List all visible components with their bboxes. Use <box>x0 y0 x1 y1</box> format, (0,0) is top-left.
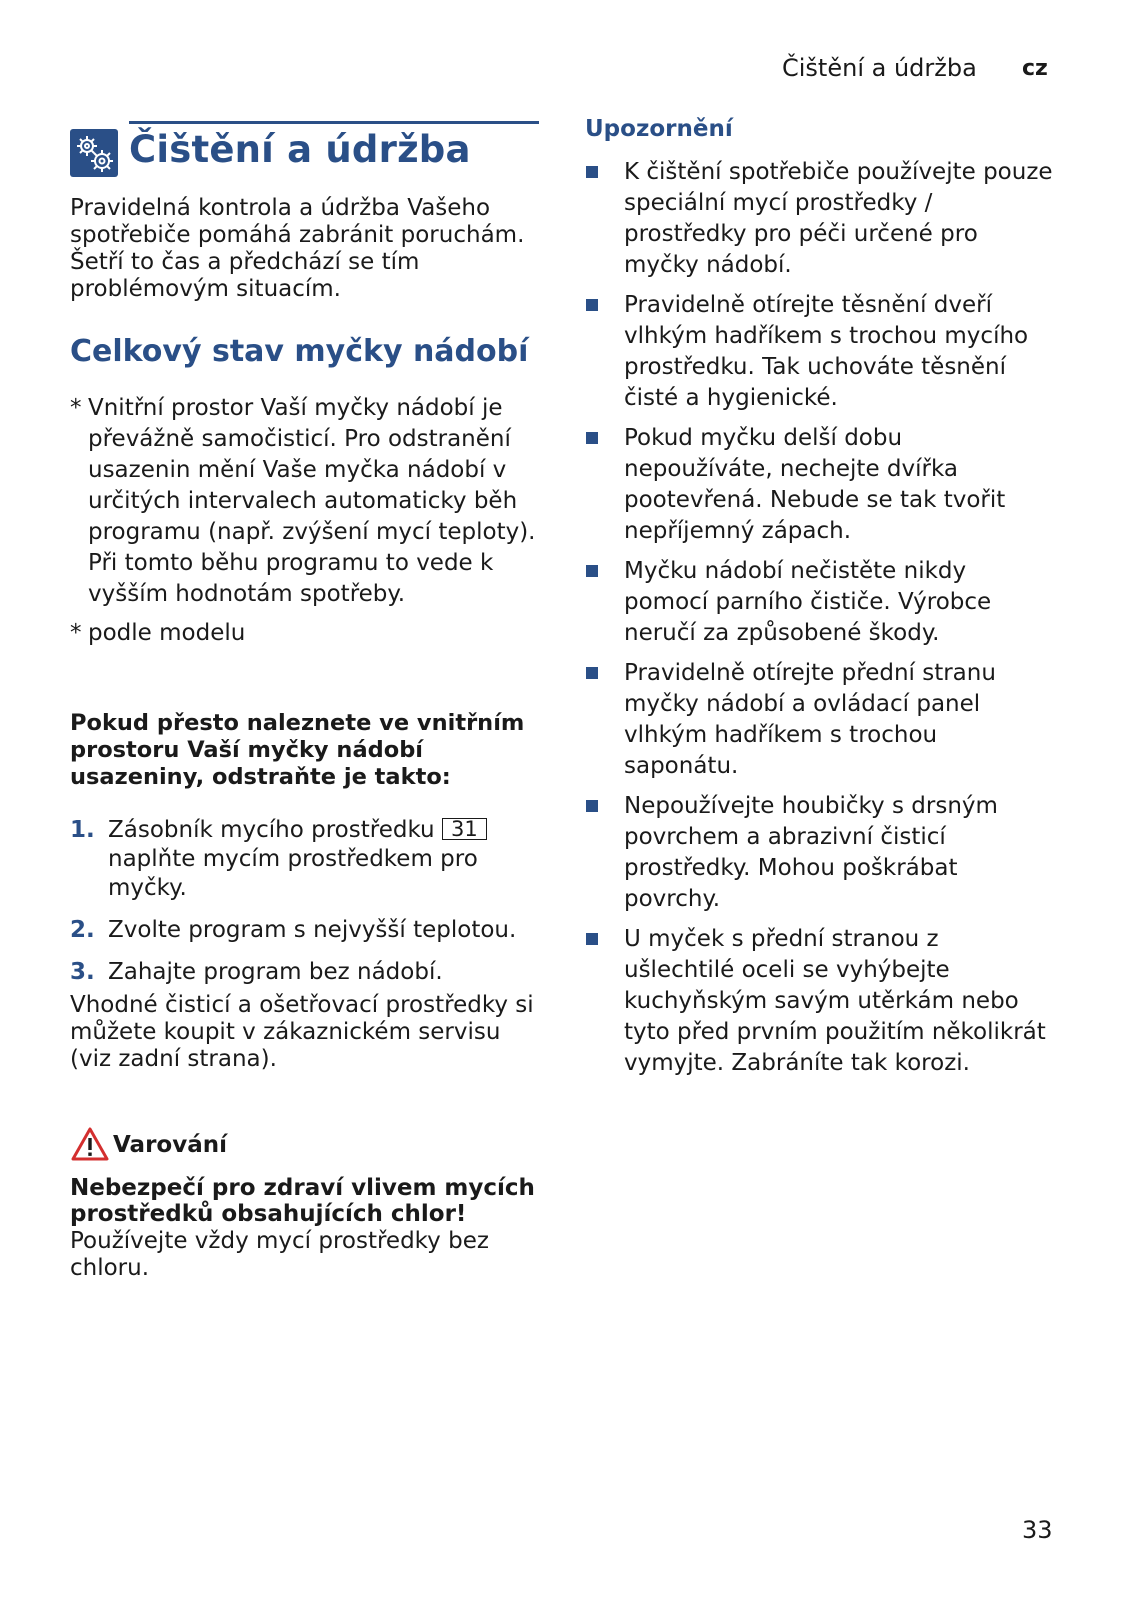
square-bullet-icon <box>586 565 598 577</box>
procedure-intro: Pokud přesto naleznete ve vnitřním prostoru Vaší myčky nádobí usazeniny, odstraňte je takto: <box>70 710 525 790</box>
notice-item-text: Pravidelně otírejte přední stranu myčky nádobí a ovládací panel vlhkým hadříkem s trochou saponátu. <box>624 660 996 779</box>
square-bullet-icon <box>586 299 598 311</box>
notice-item-text: Myčku nádobí nečistěte nikdy pomocí parního čističe. Výrobce neručí za způsobené škody. <box>624 558 992 646</box>
notice-item <box>585 423 1055 547</box>
notice-item <box>585 658 1055 782</box>
title-rule <box>129 121 539 124</box>
list-item <box>70 618 550 649</box>
notice-item <box>585 290 1055 414</box>
notice-heading: Upozornění <box>585 116 733 142</box>
notice-item <box>585 924 1055 1079</box>
steps-list <box>70 816 550 1000</box>
outro-paragraph: Vhodné čisticí a ošetřovací prostředky si můžete koupit v zákaznickém servisu (viz zadní strana). <box>70 992 534 1072</box>
square-bullet-icon <box>586 667 598 679</box>
notice-item <box>585 791 1055 915</box>
notice-list <box>585 157 1055 1088</box>
square-bullet-icon <box>586 933 598 945</box>
list-item-text: podle modelu <box>88 620 246 646</box>
step-item <box>70 916 550 945</box>
notice-item-text: Pravidelně otírejte těsnění dveří vlhkým hadříkem s trochou mycího prostředku. Tak uchováte těsnění čisté a hygienické. <box>624 292 1029 411</box>
step-text: Zvolte program s nejvyšší teplotou. <box>108 917 517 943</box>
asterisk-marker: * <box>70 620 82 646</box>
page-number: 33 <box>1022 1516 1053 1544</box>
warning-text: Používejte vždy mycí prostředky bez chloru. <box>70 1228 489 1281</box>
step-number: 1. <box>70 817 95 843</box>
subheading: Celkový stav myčky nádobí <box>70 334 529 369</box>
step-item <box>70 816 550 903</box>
warning-label: Varování <box>113 1132 227 1158</box>
step-item <box>70 958 550 987</box>
step-text-before: Zásobník mycího prostředku <box>108 817 442 843</box>
list-item-text: Vnitřní prostor Vaší myčky nádobí je převážně samočisticí. Pro odstranění usazenin mění Vaše myčka nádobí v určitých intervalech automaticky běh programu (např. zvýšení mycí teploty). Při tomto běhu programu to vede k vyšším hodnotám spotřeby. <box>88 395 536 607</box>
section-title: Čištění a údržba <box>129 128 471 171</box>
asterisk-marker: * <box>70 395 82 421</box>
square-bullet-icon <box>586 800 598 812</box>
step-text-after: naplňte mycím prostředkem pro myčky. <box>108 846 478 901</box>
notice-item-text: Nepoužívejte houbičky s drsným povrchem a abrazivní čisticí prostředky. Mohou poškrábat povrchy. <box>624 793 998 912</box>
step-number: 3. <box>70 959 95 985</box>
intro-paragraph: Pravidelná kontrola a údržba Vašeho spotřebiče pomáhá zabránit poruchám. Šetří to čas a předchází se tím problémovým situacím. <box>70 195 525 302</box>
square-bullet-icon <box>586 166 598 178</box>
notice-item <box>585 157 1055 281</box>
notice-item-text: Pokud myčku delší dobu nepoužíváte, nechejte dvířka pootevřená. Nebude se tak tvořit nepříjemný zápach. <box>624 425 1006 544</box>
step-text: Zahajte program bez nádobí. <box>108 959 443 985</box>
warning-heading: Nebezpečí pro zdraví vlivem mycích prostředků obsahujících chlor! <box>70 1175 535 1227</box>
square-bullet-icon <box>586 432 598 444</box>
step-number: 2. <box>70 917 95 943</box>
notice-item <box>585 556 1055 649</box>
running-header-title: Čištění a údržba <box>782 54 977 82</box>
language-code: cz <box>1022 56 1048 81</box>
list-item <box>70 393 550 610</box>
notice-item-text: U myček s přední stranou z ušlechtilé oceli se vyhýbejte kuchyňským savým utěrkám nebo tyto před prvním použitím několikrát vymyjte. Zabráníte tak korozi. <box>624 926 1046 1076</box>
component-reference: 31 <box>442 818 487 840</box>
notice-item-text: K čištění spotřebiče používejte pouze speciální mycí prostředky / prostředky pro péči určené pro myčky nádobí. <box>624 159 1053 278</box>
gears-icon <box>70 129 118 177</box>
warning-triangle-icon <box>70 1126 110 1162</box>
star-list <box>70 393 550 657</box>
